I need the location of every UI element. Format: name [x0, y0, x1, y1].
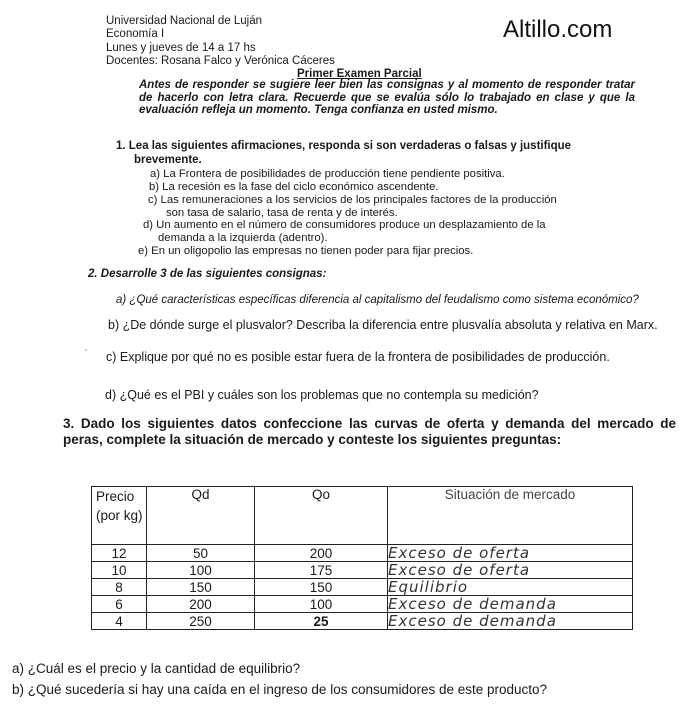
- cell-precio: 10: [92, 562, 147, 579]
- table-row: [92, 613, 633, 630]
- course-name: Economía I: [106, 28, 165, 40]
- q2-item-c: c) Explique por qué no es posible estar fuera de la frontera de posibilidades de producción.: [106, 350, 610, 364]
- q2-item-d: d) ¿Qué es el PBI y cuáles son los problemas que no contempla su medición?: [105, 388, 539, 402]
- cell-precio: 4: [92, 613, 147, 630]
- cell-qo: 200: [255, 545, 388, 562]
- q1-item-d-cont: demanda a la izquierda (adentro).: [158, 232, 328, 244]
- cell-precio: 8: [92, 579, 147, 596]
- q1-title-cont: brevemente.: [134, 154, 202, 166]
- cell-qo: 150: [255, 579, 388, 596]
- cell-situacion: Exceso de oferta: [388, 545, 633, 562]
- q2-item-a: a) ¿Qué características específicas diferencia al capitalismo del feudalismo como sistema económico?: [116, 294, 639, 306]
- teachers: Docentes: Rosana Falco y Verónica Cáceres: [106, 55, 335, 67]
- schedule: Lunes y jueves de 14 a 17 hs: [106, 42, 256, 54]
- cell-qo: 175: [255, 562, 388, 579]
- table-row: [92, 562, 633, 579]
- cell-qd: 50: [147, 545, 255, 562]
- cell-precio: 6: [92, 596, 147, 613]
- cell-situacion: Exceso de oferta: [388, 562, 633, 579]
- q2-item-b: b) ¿De dónde surge el plusvalor? Describa la diferencia entre plusvalía absoluta y relativa en Marx.: [108, 318, 658, 332]
- q1-item-d: d) Un aumento en el número de consumidores produce un desplazamiento de la: [143, 219, 546, 231]
- university-name: Universidad Nacional de Luján: [106, 15, 262, 27]
- q1-item-a: a) La Frontera de posibilidades de producción tiene pendiente positiva.: [150, 168, 505, 180]
- q1-item-b: b) La recesión es la fase del ciclo económico ascendente.: [149, 181, 439, 193]
- header-qd: Qd: [147, 487, 255, 545]
- table-row: [92, 579, 633, 596]
- cell-situacion: Exceso de demanda: [388, 613, 633, 630]
- cell-precio: 12: [92, 545, 147, 562]
- header-qo: Qo: [255, 487, 388, 545]
- q3-question-b: b) ¿Qué sucedería si hay una caída en el ingreso de los consumidores de este producto?: [12, 682, 548, 697]
- cell-qo: 25: [255, 613, 388, 630]
- q1-item-e: e) En un oligopolio las empresas no tienen poder para fijar precios.: [138, 245, 474, 257]
- q3-title: 3. Dado los siguientes datos confeccione las curvas de oferta y demanda del mercado de peras, complete la situación de mercado y conteste los siguientes preguntas:: [63, 416, 676, 447]
- market-table: [91, 486, 633, 630]
- table-row: [92, 596, 633, 613]
- margin-mark: ˋ: [84, 347, 88, 361]
- cell-qd: 100: [147, 562, 255, 579]
- cell-qd: 150: [147, 579, 255, 596]
- table-row: [92, 545, 633, 562]
- cell-qo: 100: [255, 596, 388, 613]
- header-precio: Precio (por kg): [92, 487, 147, 545]
- exam-title: Primer Examen Parcial: [297, 68, 422, 80]
- q2-title: 2. Desarrolle 3 de las siguientes consignas:: [88, 268, 327, 280]
- q1-title: 1. Lea las siguientes afirmaciones, responda si son verdaderas o falsas y justifique: [116, 140, 572, 152]
- intro-text: Antes de responder se sugiere leer bien las consignas y al momento de responder tratar de hacerlo con letra clara. Recuerde que se evalúa sólo lo trabajado en clase y que la evaluación refleja un momento. Tenga confianza en usted mismo.: [139, 79, 635, 116]
- watermark: Altillo.com: [503, 16, 613, 43]
- q3-question-a: a) ¿Cuál es el precio y la cantidad de equilibrio?: [12, 661, 301, 676]
- cell-situacion: Equilibrio: [388, 579, 633, 596]
- header-situacion: Situación de mercado: [388, 487, 633, 545]
- cell-situacion: Exceso de demanda: [388, 596, 633, 613]
- q1-item-c: c) Las remuneraciones a los servicios de los principales factores de la producción: [148, 194, 557, 206]
- cell-qd: 200: [147, 596, 255, 613]
- cell-qd: 250: [147, 613, 255, 630]
- q1-item-c-cont: son tasa de salario, tasa de renta y de interés.: [166, 207, 398, 219]
